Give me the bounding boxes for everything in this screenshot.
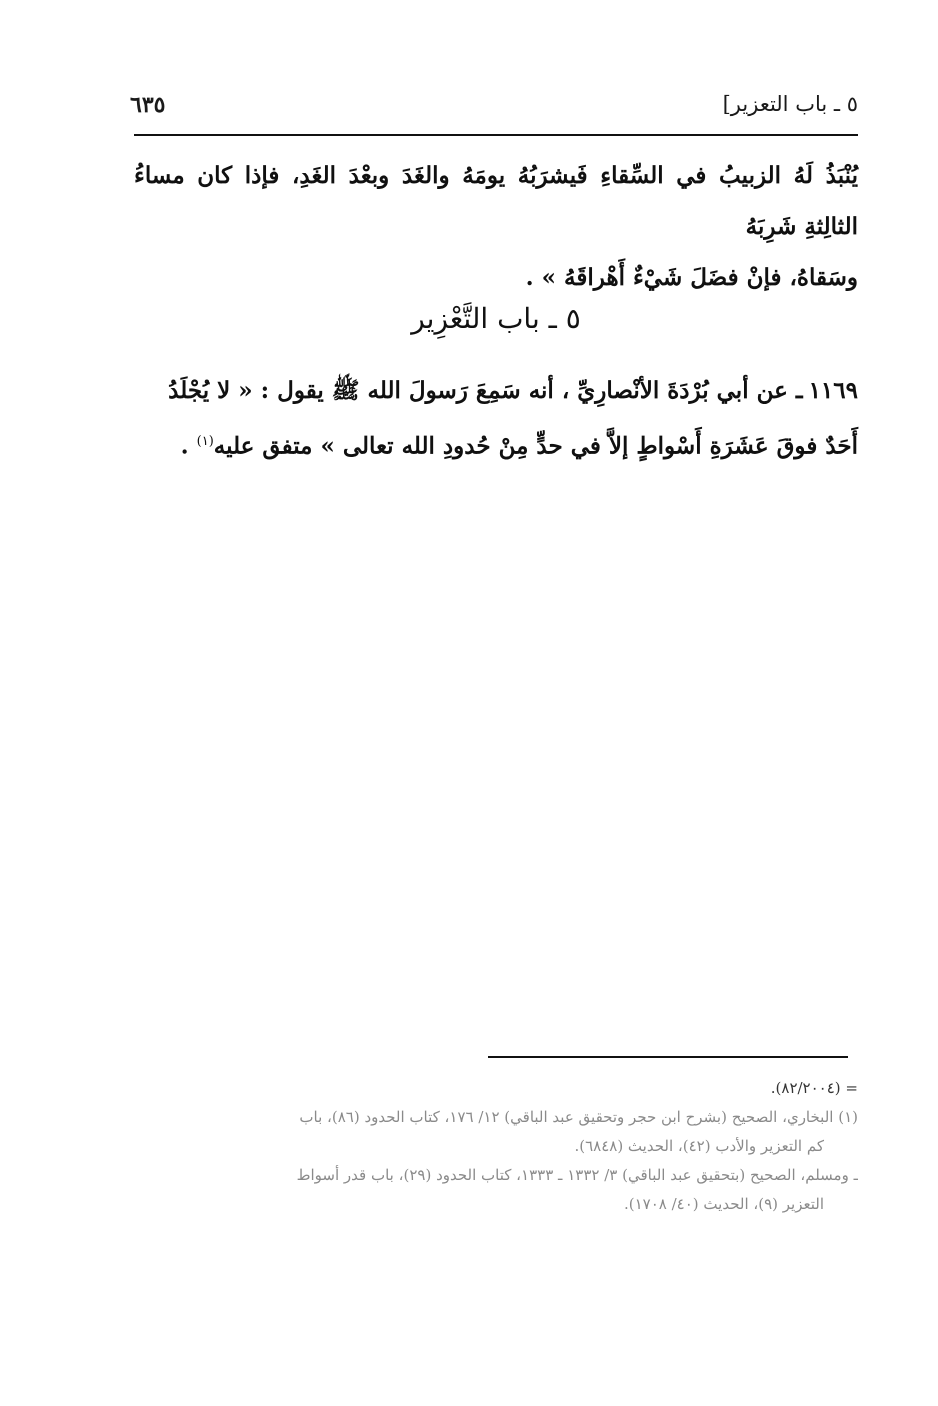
chapter-heading: ٥ ـ باب التَّعْزِير xyxy=(411,302,581,335)
footnote-2-cont: التعزير (٩)، الحديث (٤٠/ ١٧٠٨). xyxy=(623,1195,824,1213)
hadith-text: ـ عن أبي بُرْدَةَ الأنْصارِيِّ ، أنه سَمِعَ رَسولَ الله ﷺ يقول : « لا يُجْلَدُ xyxy=(168,377,803,404)
footnote-reference: (١) xyxy=(196,434,214,449)
running-title: ٥ ـ باب التعزير] xyxy=(722,92,858,116)
text-line: وسَقاهُ، فإنْ فضَلَ شَيْءٌ أَهْراقَهُ » . xyxy=(525,264,858,291)
sentence-end: . xyxy=(180,432,197,460)
footnote-1-cont: كم التعزير والأدب (٤٢)، الحديث (٦٨٤٨). xyxy=(574,1137,824,1155)
hadith-text: أَحَدٌ فوقَ عَشَرَةِ أَسْواطٍ إلاَّ في حدٍّ مِنْ حُدودِ الله تعالى » متفق عليه xyxy=(213,432,858,460)
page-number: ٦٣٥ xyxy=(130,92,166,118)
continued-paragraph xyxy=(134,150,858,303)
header-rule xyxy=(134,134,858,136)
footnote-continuation: = (٨٢/٢٠٠٤). xyxy=(770,1079,858,1097)
hadith-number: ١١٦٩ xyxy=(808,377,858,404)
text-line: يُنْبَذُ لَهُ الزبيبُ في السِّقاءِ فَيشرَبُهُ يومَهُ والغَدَ وبعْدَ الغَدِ، فإذا كان مساءُ الثالِثةِ شَرِبَهُ xyxy=(134,162,858,240)
text-line xyxy=(134,416,858,472)
footnote-2: ـ ومسلم، الصحيح (بتحقيق عبد الباقي) ٣/ ١٣٣٢ ـ ١٣٣٣، كتاب الحدود (٢٩)، باب قدر أسواط xyxy=(296,1166,858,1184)
footnote-1: (١) البخاري، الصحيح (بشرح ابن حجر وتحقيق عبد الباقي) ١٢/ ١٧٦، كتاب الحدود (٨٦)، باب xyxy=(299,1108,858,1126)
hadith-paragraph xyxy=(134,365,858,472)
text-line xyxy=(134,365,858,416)
running-head xyxy=(130,92,858,122)
footnotes xyxy=(132,1074,858,1219)
footnote-rule xyxy=(488,1056,848,1058)
